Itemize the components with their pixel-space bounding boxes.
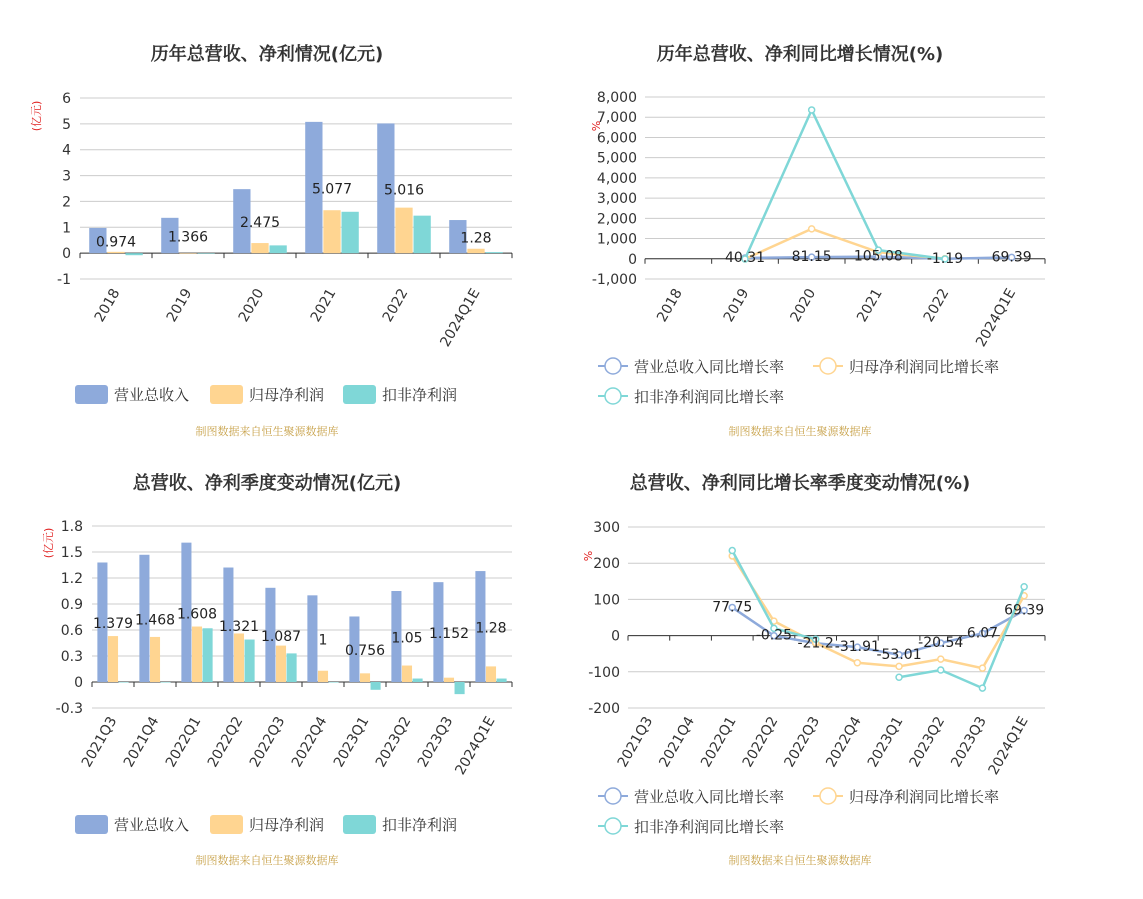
x-category-label: 2022Q3 [781, 714, 824, 771]
line-data-label: -53.01 [876, 646, 922, 663]
legend-label: 扣非净利润同比增长率 [634, 388, 785, 406]
y-tick-label: 100 [593, 592, 620, 609]
x-category-label: 2020 [235, 286, 268, 325]
series-point-2 [854, 660, 860, 666]
legend-swatch [75, 385, 108, 404]
x-category-label: 2021Q4 [120, 714, 163, 771]
series-point-3 [809, 107, 815, 113]
series-point-3 [729, 548, 735, 554]
line-data-label: 81.15 [791, 249, 832, 266]
x-category-label: 2024Q1E [985, 714, 1032, 778]
legend-swatch [210, 815, 243, 834]
bar-data-label: 1.379 [92, 616, 134, 633]
bar-2 [318, 671, 328, 682]
x-category-label: 2019 [720, 286, 753, 325]
bar-2 [108, 636, 118, 682]
line-data-label: -21.2 [797, 635, 834, 652]
y-tick-label: -100 [588, 664, 620, 681]
series-point-2 [938, 656, 944, 662]
y-tick-label: 1,000 [596, 231, 637, 248]
bar-3 [287, 653, 297, 682]
line-data-label: -31.91 [834, 639, 880, 656]
x-category-label: 2024Q1E [437, 286, 484, 350]
x-category-label: 2023Q1 [330, 714, 373, 771]
bar-2 [276, 646, 286, 682]
bar-data-label: 1.28 [460, 230, 492, 247]
bar-2 [444, 678, 454, 682]
y-tick-label: 1.5 [60, 545, 83, 561]
y-tick-label: 6,000 [596, 130, 637, 147]
legend-label: 营业总收入 [114, 386, 190, 404]
y-tick-label: 3,000 [596, 191, 637, 208]
bar-3 [414, 216, 431, 253]
line-data-label: -1.19 [926, 250, 964, 267]
legend-marker [605, 788, 621, 804]
x-category-label: 2022 [379, 286, 412, 325]
y-tick-label: 2 [62, 194, 71, 211]
bar-2 [192, 627, 202, 682]
line-data-label: -20.54 [918, 635, 964, 652]
bar-1 [307, 595, 317, 682]
bar-3 [245, 640, 255, 682]
legend-label: 扣非净利润同比增长率 [634, 818, 785, 836]
chart-panel-4 [582, 472, 1045, 867]
bar-3 [198, 253, 215, 254]
y-tick-label: 200 [593, 556, 620, 573]
x-category-label: 2022Q2 [739, 714, 782, 771]
y-tick-label: 6 [62, 91, 71, 107]
source-note: 制图数据来自恒生聚源数据库 [728, 425, 872, 438]
y-tick-label: 0 [611, 628, 620, 645]
x-category-label: 2021Q4 [656, 714, 699, 771]
y-tick-label: 1.8 [60, 519, 83, 535]
legend-marker [820, 788, 836, 804]
bar-2 [486, 666, 496, 682]
series-line-3 [745, 110, 945, 259]
y-tick-label: 3 [62, 168, 71, 185]
source-note: 制图数据来自恒生聚源数据库 [195, 854, 339, 867]
chart-title: 历年总营收、净利同比增长情况(%) [656, 44, 944, 65]
bar-data-label: 2.475 [239, 215, 281, 232]
y-unit-label: (亿元) [30, 100, 43, 132]
y-tick-label: 8,000 [596, 90, 637, 106]
x-category-label: 2020 [787, 286, 820, 325]
bar-2 [402, 666, 412, 682]
bar-2 [234, 633, 244, 682]
legend-marker [820, 358, 836, 374]
x-category-label: 2018 [91, 286, 124, 325]
line-data-label: 69.39 [991, 249, 1032, 266]
y-tick-label: 5 [62, 116, 71, 133]
series-point-3 [1021, 584, 1027, 590]
x-category-label: 2024Q1E [452, 714, 499, 778]
chart-panel-1 [30, 43, 512, 438]
line-data-label: 40.31 [724, 249, 766, 266]
chart-panel-2 [590, 43, 1045, 438]
y-tick-label: 0 [62, 246, 71, 263]
source-note: 制图数据来自恒生聚源数据库 [195, 425, 339, 438]
bar-3 [329, 682, 339, 683]
bar-3 [119, 682, 129, 683]
bar-data-label: 1.321 [218, 618, 260, 635]
bar-3 [270, 245, 287, 253]
x-category-label: 2018 [654, 286, 686, 325]
x-category-label: 2022 [920, 286, 953, 325]
bar-2 [179, 253, 196, 254]
y-tick-label: -1,000 [591, 272, 637, 288]
bar-data-label: 1 [318, 632, 328, 649]
bar-2 [107, 252, 124, 253]
line-data-label: 105.08 [853, 248, 903, 265]
y-tick-label: 300 [593, 520, 620, 536]
bar-3 [342, 212, 359, 253]
y-unit-label: % [590, 120, 603, 132]
x-category-label: 2021Q3 [78, 714, 121, 771]
series-point-2 [979, 665, 985, 671]
bar-data-label: 1.608 [176, 606, 218, 623]
y-tick-label: 0.3 [60, 649, 83, 665]
bar-3 [455, 682, 465, 694]
legend-swatch [75, 815, 108, 834]
y-tick-label: 4 [62, 142, 71, 159]
line-data-label: -0.25 [755, 627, 793, 644]
chart-title: 总营收、净利季度变动情况(亿元) [132, 473, 402, 494]
bar-2 [251, 243, 268, 253]
y-tick-label: 1.2 [60, 571, 83, 587]
y-unit-label: % [582, 550, 595, 562]
legend-label: 扣非净利润 [382, 386, 458, 404]
bar-data-label: 1.468 [134, 612, 176, 629]
y-tick-label: 0 [74, 675, 83, 691]
chart-title: 历年总营收、净利情况(亿元) [150, 44, 384, 65]
x-category-label: 2022Q1 [162, 714, 205, 771]
bar-3 [126, 253, 143, 255]
x-category-label: 2023Q3 [414, 714, 457, 771]
bar-data-label: 1.087 [260, 628, 302, 645]
bar-data-label: 0.974 [95, 234, 137, 251]
bar-3 [486, 252, 503, 253]
x-category-label: 2024Q1E [973, 286, 1020, 350]
chart-title: 总营收、净利同比增长率季度变动情况(%) [629, 473, 971, 494]
bar-2 [467, 249, 484, 253]
line-data-label: 69.39 [1004, 602, 1045, 619]
legend-marker [605, 818, 621, 834]
legend-label: 营业总收入 [114, 816, 190, 834]
bar-2 [360, 673, 370, 682]
x-category-label: 2023Q2 [906, 714, 949, 771]
x-category-label: 2022Q1 [698, 714, 740, 771]
y-tick-label: 5,000 [596, 150, 637, 167]
x-category-label: 2023Q2 [372, 714, 415, 771]
bar-3 [497, 679, 507, 682]
x-category-label: 2021Q3 [614, 714, 657, 771]
legend-marker [605, 388, 621, 404]
x-category-label: 2023Q1 [864, 714, 907, 771]
legend-swatch [343, 385, 376, 404]
legend-swatch [210, 385, 243, 404]
x-category-label: 2019 [163, 286, 196, 325]
y-tick-label: -0.3 [55, 701, 83, 717]
x-category-label: 2022Q4 [823, 714, 865, 771]
bar-3 [161, 682, 171, 683]
legend-swatch [343, 815, 376, 834]
bar-3 [203, 628, 213, 682]
bar-data-label: 1.28 [475, 620, 507, 637]
y-unit-label: (亿元) [42, 527, 55, 559]
x-category-label: 2022Q2 [204, 714, 247, 771]
series-point-3 [979, 685, 985, 691]
x-category-label: 2023Q3 [948, 713, 990, 771]
bar-data-label: 1.152 [428, 626, 470, 643]
legend-label: 营业总收入同比增长率 [634, 788, 785, 806]
y-tick-label: 0.9 [60, 597, 83, 613]
bar-data-label: 5.016 [383, 182, 425, 199]
chart-panel-3 [42, 472, 512, 867]
x-category-label: 2021 [854, 286, 886, 325]
bar-2 [395, 208, 412, 254]
legend-label: 归母净利润 [249, 816, 325, 834]
bar-2 [150, 637, 160, 682]
x-category-label: 2022Q4 [288, 714, 331, 771]
series-point-2 [809, 226, 815, 232]
series-point-2 [896, 663, 902, 669]
series-point-3 [896, 674, 902, 680]
x-category-label: 2021 [307, 286, 340, 325]
y-tick-label: -1 [57, 272, 71, 288]
y-tick-label: 1 [62, 220, 71, 237]
legend-label: 归母净利润同比增长率 [849, 788, 1000, 806]
bar-2 [323, 210, 340, 253]
y-tick-label: 7,000 [596, 110, 637, 127]
bar-data-label: 1.366 [167, 229, 209, 246]
line-data-label: 6.07 [966, 625, 999, 642]
legend-label: 归母净利润 [249, 386, 325, 404]
y-tick-label: -200 [588, 701, 620, 717]
bar-data-label: 1.05 [391, 630, 423, 647]
legend-label: 归母净利润同比增长率 [849, 358, 1000, 376]
y-tick-label: 2,000 [596, 211, 637, 228]
y-tick-label: 0.6 [60, 623, 83, 639]
source-note: 制图数据来自恒生聚源数据库 [728, 854, 872, 867]
bar-3 [371, 682, 381, 690]
line-data-label: 77.75 [712, 599, 753, 616]
bar-3 [413, 679, 423, 682]
x-category-label: 2022Q3 [246, 714, 289, 771]
bar-data-label: 0.756 [344, 643, 386, 660]
series-point-3 [938, 667, 944, 673]
y-tick-label: 0 [628, 251, 637, 268]
bar-data-label: 5.077 [311, 181, 353, 198]
legend-label: 扣非净利润 [382, 816, 458, 834]
y-tick-label: 4,000 [596, 170, 637, 187]
legend-label: 营业总收入同比增长率 [634, 358, 785, 376]
legend-marker [605, 358, 621, 374]
